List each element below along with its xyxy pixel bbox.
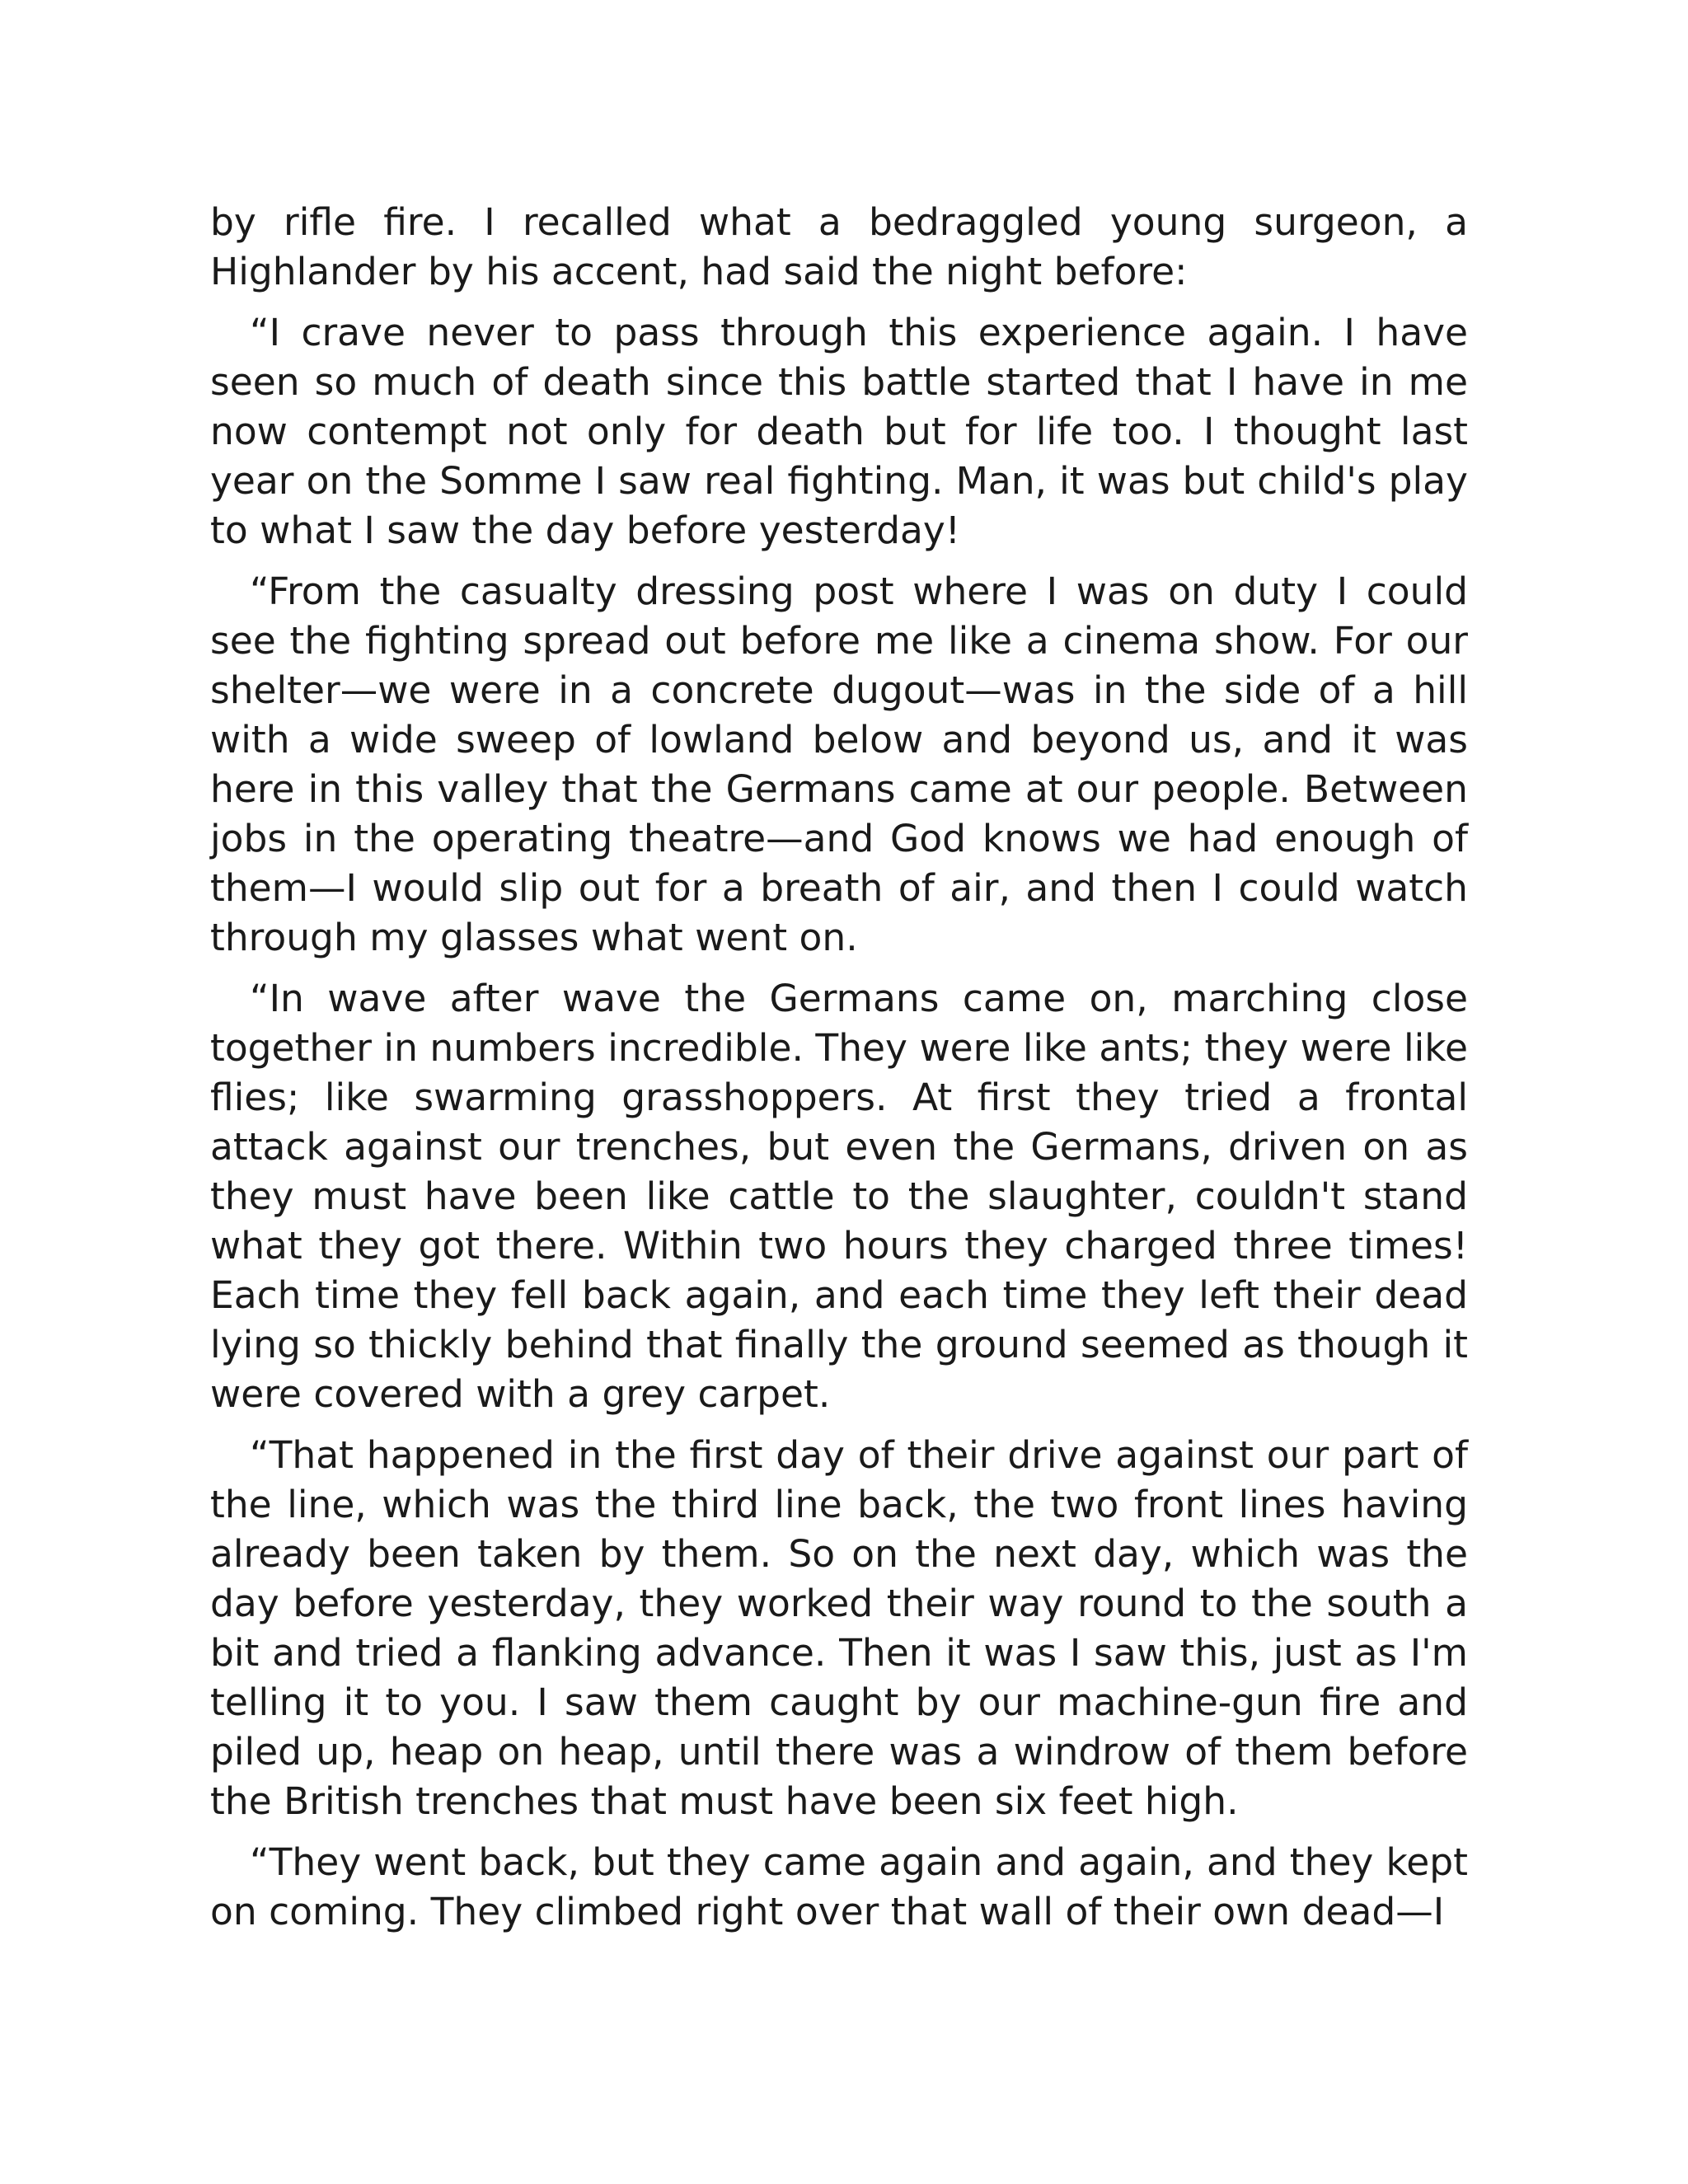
- paragraph-3: “From the casualty dressing post where I was on duty I could see the fighting spread out before me like a cinema show. For our shelter—we were in a concrete dugout—was in the side of a hill with a wide sweep of lowland below and beyond us, and it was here in this valley that the Germans came at our people. Between jobs in the operating theatre—and God knows we had enough of them—I would slip out for a breath of air, and then I could watch through my glasses what went on.: [210, 569, 1468, 959]
- paragraph-4: “In wave after wave the Germans came on, marching close together in numbers incredible. They were like ants; they were like flies; like swarming grasshoppers. At first they tried a frontal attack against our trenches, but even the Germans, driven on as they must have been like cattle to the slaughter, couldn't stand what they got there. Within two hours they charged three times! Each time they fell back again, and each time they left their dead lying so thickly behind that finally the ground seemed as though it were covered with a grey carpet.: [210, 977, 1468, 1416]
- body-text: [210, 198, 1468, 1937]
- paragraph-6: “They went back, but they came again and again, and they kept on coming. They climbed right over that wall of their own dead—I: [210, 1840, 1468, 1933]
- paragraph-2: “I crave never to pass through this experience again. I have seen so much of death since this battle started that I have in me now contempt not only for death but for life too. I thought last year on the Somme I saw real fighting. Man, it was but child's play to what I saw the day before yesterday!: [210, 311, 1468, 552]
- paragraph-5: “That happened in the first day of their drive against our part of the line, which was the third line back, the two front lines having already been taken by them. So on the next day, which was the day before yesterday, they worked their way round to the south a bit and tried a flanking advance. Then it was I saw this, just as I'm telling it to you. I saw them caught by our machine-gun fire and piled up, heap on heap, until there was a windrow of them before the British trenches that must have been six feet high.: [210, 1433, 1468, 1823]
- paragraph-1: by rifle fire. I recalled what a bedraggled young surgeon, a Highlander by his accent, had said the night before:: [210, 200, 1468, 293]
